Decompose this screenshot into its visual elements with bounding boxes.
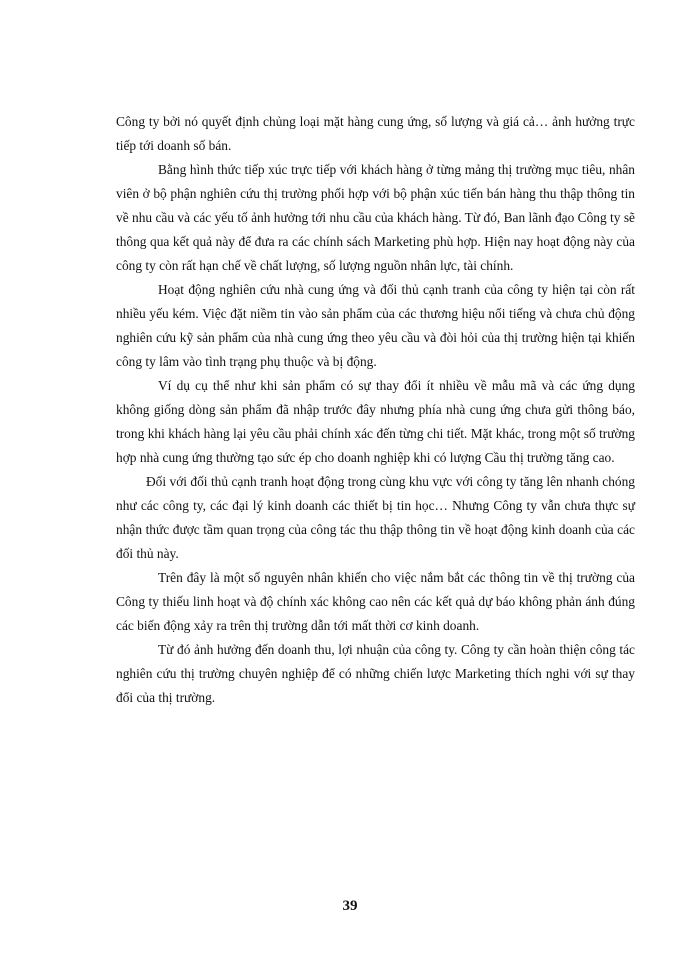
paragraph-6: Trên đây là một số nguyên nhân khiến cho việc nắm bắt các thông tin về thị trường của Công ty thiếu linh hoạt và độ chính xác không cao nên các kết quả dự báo không phản ánh đúng các biến động xảy ra trên thị trường dẫn tới mất thời cơ kinh doanh. — [116, 570, 635, 633]
paragraph-2: Bằng hình thức tiếp xúc trực tiếp với khách hàng ở từng mảng thị trường mục tiêu, nhân viên ở bộ phận nghiên cứu thị trường phối hợp với bộ phận xúc tiến bán hàng thu thập thông tin về nhu cầu và các yếu tố ảnh hưởng tới nhu cầu của khách hàng. Từ đó, Ban lãnh đạo Công ty sẽ thông qua kết quả này để đưa ra các chính sách Marketing phù hợp. Hiện nay hoạt động này của công ty còn rất hạn chế về chất lượng, số lượng nguồn nhân lực, tài chính. — [116, 162, 635, 273]
paragraph-5: Đối với đối thủ cạnh tranh hoạt động trong cùng khu vực với công ty tăng lên nhanh chóng như các công ty, các đại lý kinh doanh các thiết bị tin học… Nhưng Công ty vẫn chưa thực sự nhận thức được tầm quan trọng của công tác thu thập thông tin về hoạt động kinh doanh của các đối thủ này. — [116, 474, 635, 561]
paragraph-3: Hoạt động nghiên cứu nhà cung ứng và đối thủ cạnh tranh của công ty hiện tại còn rất nhiều yếu kém. Việc đặt niềm tin vào sản phẩm của các thương hiệu nổi tiếng và chưa chủ động nghiên cứu kỹ sản phẩm của nhà cung ứng theo yêu cầu và đòi hỏi của thị trường hiện tại khiến công ty lâm vào tình trạng phụ thuộc và bị động. — [116, 282, 635, 369]
paragraph-4: Ví dụ cụ thể như khi sản phẩm có sự thay đổi ít nhiều về mẫu mã và các ứng dụng không giống dòng sản phẩm đã nhập trước đây nhưng phía nhà cung ứng chưa gửi thông báo, trong khi khách hàng lại yêu cầu phải chính xác đến từng chi tiết. Mặt khác, trong một số trường hợp nhà cung ứng thường tạo sức ép cho doanh nghiệp khi có lượng Cầu thị trường tăng cao. — [116, 378, 635, 465]
document-body — [116, 110, 635, 710]
paragraph-7: Từ đó ảnh hưởng đến doanh thu, lợi nhuận của công ty. Công ty cần hoàn thiện công tác nghiên cứu thị trường chuyên nghiệp để có những chiến lược Marketing thích nghi với sự thay đổi của thị trường. — [116, 642, 635, 705]
paragraph-1: Công ty bởi nó quyết định chủng loại mặt hàng cung ứng, số lượng và giá cả… ảnh hưởng trực tiếp tới doanh số bán. — [116, 114, 635, 153]
page-number: 39 — [342, 898, 358, 914]
